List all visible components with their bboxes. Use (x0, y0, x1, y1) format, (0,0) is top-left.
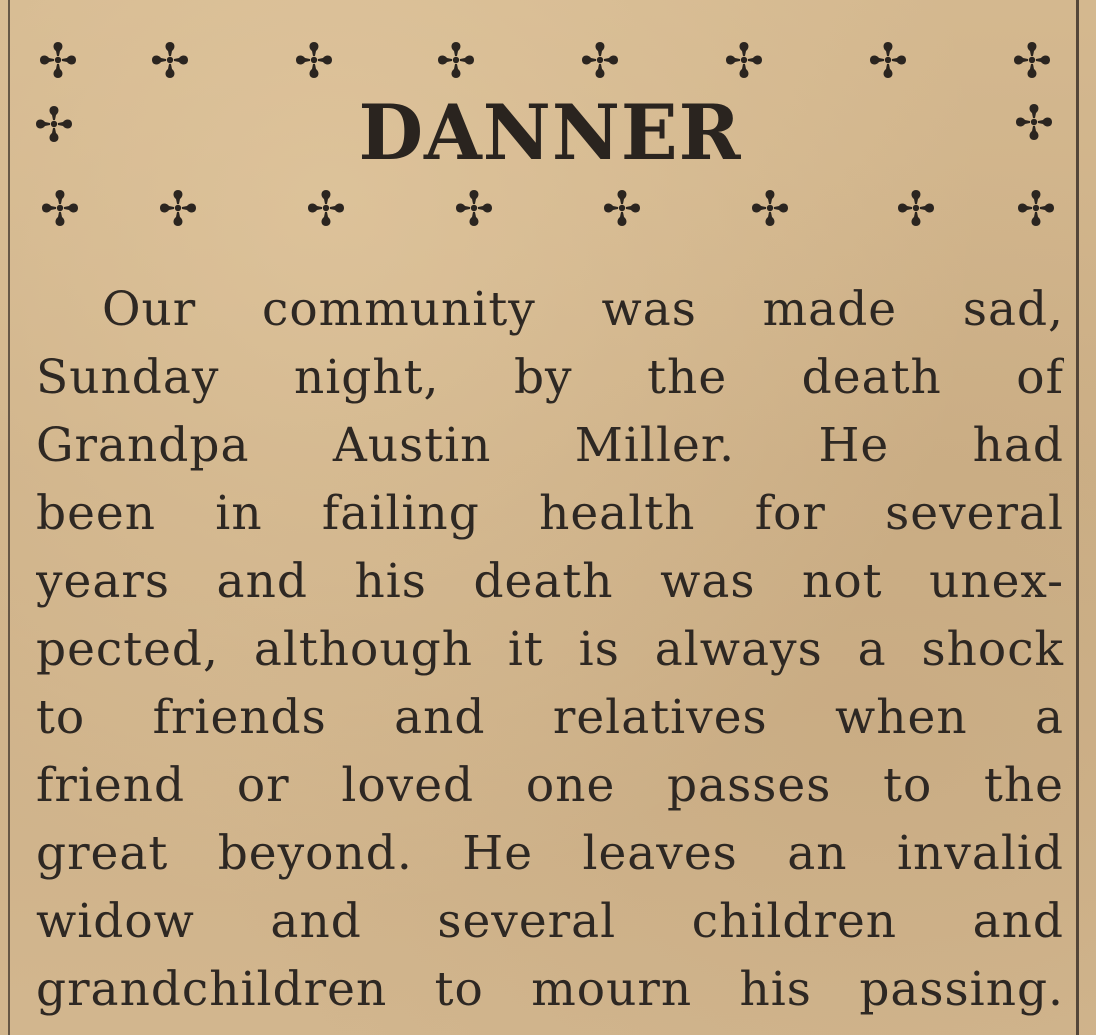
clover-cross-icon (148, 38, 192, 82)
clover-cross-icon (434, 38, 478, 82)
clover-cross-icon (1010, 38, 1054, 82)
article-line: years and his death was not unex- (36, 554, 1064, 609)
article-line: grandchildren to mourn his passing. (36, 962, 1064, 1017)
article-line: to friends and relatives when a (36, 690, 1064, 745)
clover-cross-icon (36, 38, 80, 82)
article-body (36, 276, 1064, 1024)
article-line: widow and several children and (36, 894, 1064, 949)
clover-cross-icon (600, 186, 644, 230)
article-line: great beyond. He leaves an invalid (36, 826, 1064, 881)
clover-cross-icon (1014, 186, 1058, 230)
ornament-row-bottom (30, 186, 1070, 236)
article-line: Sunday night, by the death of (36, 350, 1064, 405)
clover-cross-icon (722, 38, 766, 82)
clover-cross-icon (748, 186, 792, 230)
clover-cross-icon (292, 38, 336, 82)
clover-cross-icon (1012, 100, 1056, 144)
clover-cross-icon (578, 38, 622, 82)
clover-cross-icon (38, 186, 82, 230)
article-line: friend or loved one passes to the (36, 758, 1064, 813)
clover-cross-icon (866, 38, 910, 82)
column-rule-right (1076, 0, 1079, 1035)
clover-cross-icon (32, 102, 76, 146)
ornament-row-top (30, 38, 1070, 88)
headline: DANNER (358, 88, 742, 177)
article-line: Our community was made sad, (102, 282, 1064, 337)
clover-cross-icon (452, 186, 496, 230)
article-line: been in failing health for several (36, 486, 1064, 541)
clover-cross-icon (894, 186, 938, 230)
article-line: pected, although it is always a shock (36, 622, 1064, 677)
article-line: Grandpa Austin Miller. He had (36, 418, 1064, 473)
column-rule-left (8, 0, 10, 1035)
clover-cross-icon (156, 186, 200, 230)
clover-cross-icon (304, 186, 348, 230)
